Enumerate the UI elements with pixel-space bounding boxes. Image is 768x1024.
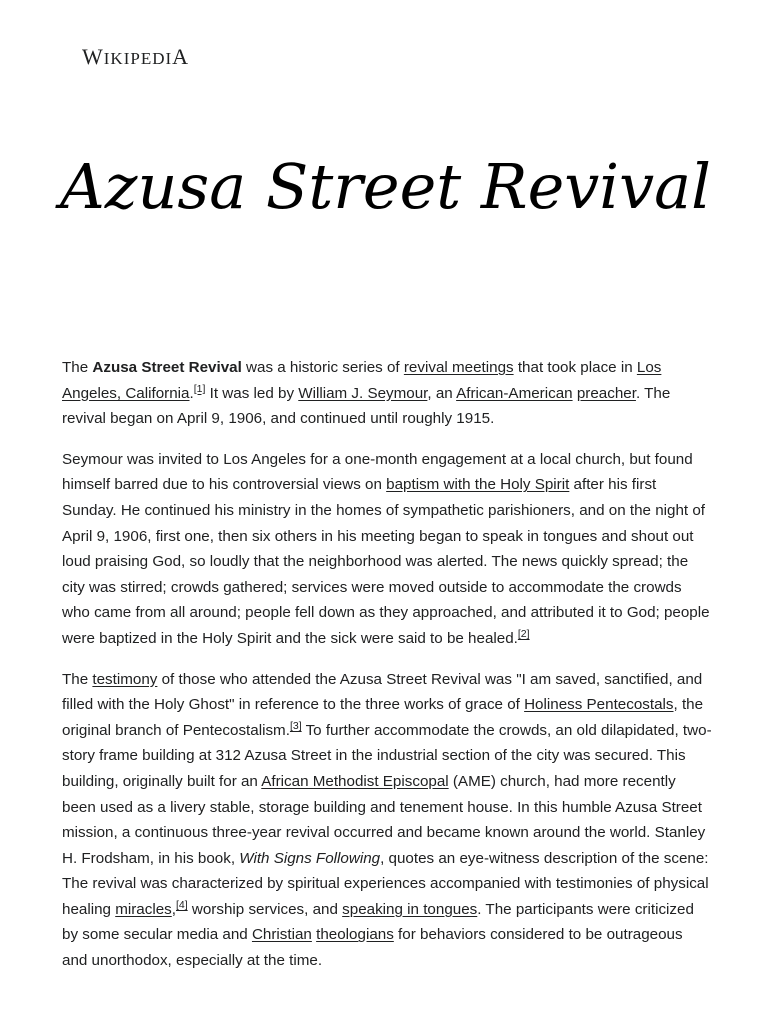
link-baptism-holy-spirit[interactable]: baptism with the Holy Spirit	[386, 476, 570, 494]
ref-link-4[interactable]: [4]	[175, 898, 188, 911]
text: of those who attended the Azusa Street Revival was "I am saved, sanctified, and filled with the Holy Ghost" in reference to the three works of grace of	[62, 670, 703, 714]
reference-4	[176, 899, 188, 911]
ref-link-1[interactable]: [1]	[193, 382, 206, 395]
reference-1	[194, 383, 206, 395]
text: The	[62, 359, 93, 376]
link-theologians[interactable]: theologians	[316, 926, 394, 944]
text: . The revival began on April 9, 1906, and continued until roughly 1915.	[62, 384, 671, 428]
logo-letter: W	[82, 44, 104, 69]
text: worship services, and	[187, 900, 343, 918]
text: To further accommodate the crowds, an old dilapidated, two-story frame building at 312 Azusa Street in the industrial section of the city was secured. This building, originally built for an	[62, 721, 712, 790]
link-christian[interactable]: Christian	[251, 926, 312, 944]
link-los-angeles[interactable]: Los Angeles, California	[62, 359, 662, 402]
link-african-american[interactable]: African-American	[456, 384, 573, 402]
text: (AME) church, had more recently been used as a livery stable, storage building and tenement house. In this humble Azusa Street mission, a continuous three-year revival occurred and became known around the world. Stanley H. Frodsham, in his book,	[62, 772, 706, 867]
text: It was led by	[205, 384, 299, 402]
paragraph-3	[62, 667, 712, 974]
text: after his first Sunday. He continued his ministry in the homes of sympathetic parishioners, and on the night of April 9, 1906, first one, then six others in his meeting began to speak in tongues and shout out loud praising God, so loudly that the neighborhood was alerted. The news quickly spread; the city was stirred; crowds gathered; services were moved outside to accommodate the crowds who came from all around; people fell down as they approached, and attributed it to God; people were baptized in the Holy Spirit and the sick were said to be healed.	[62, 476, 710, 647]
text: that took place in	[513, 359, 637, 376]
link-preacher[interactable]: preacher	[576, 384, 636, 402]
link-william-seymour[interactable]: William J. Seymour	[298, 384, 428, 402]
page-title: Azusa Street Revival	[60, 150, 711, 223]
link-holiness-pentecostals[interactable]: Holiness Pentecostals	[524, 696, 674, 714]
paragraph-1	[62, 355, 712, 432]
ref-link-3[interactable]: [3]	[289, 719, 302, 732]
link-speaking-in-tongues[interactable]: speaking in tongues	[342, 900, 478, 918]
wikipedia-logo[interactable]	[82, 44, 189, 70]
text: , quotes an eye-witness description of the scene: The revival was characterized by spiritual experiences accompanied with testimonies of physical healing	[62, 849, 709, 918]
paragraph-2	[62, 447, 712, 652]
bold-term: Azusa Street Revival	[92, 359, 242, 376]
reference-2	[518, 628, 530, 640]
text: was a historic series of	[241, 359, 404, 376]
text: , an	[427, 384, 457, 402]
link-revival-meetings[interactable]: revival meetings	[403, 359, 514, 376]
logo-letters: IKIPEDI	[103, 49, 173, 68]
reference-3	[290, 720, 302, 732]
link-ame[interactable]: African Methodist Episcopal	[261, 772, 449, 790]
text: The	[62, 670, 93, 688]
text: . The participants were criticized by some secular media and	[62, 900, 694, 944]
ref-link-2[interactable]: [2]	[517, 627, 530, 640]
text: , the original branch of Pentecostalism.	[62, 696, 704, 739]
text: for behaviors considered to be outrageous and unorthodox, especially at the time.	[62, 926, 683, 970]
link-testimony[interactable]: testimony	[92, 670, 158, 688]
article-body	[62, 355, 712, 989]
text: .	[189, 384, 194, 402]
logo-letter: A	[172, 44, 190, 69]
link-miracles[interactable]: miracles	[115, 900, 172, 918]
book-title: With Signs Following	[239, 849, 381, 867]
text: Seymour was invited to Los Angeles for a one-month engagement at a local church, but found himself barred due to his controversial views on	[62, 450, 693, 494]
text: ,	[171, 900, 176, 918]
